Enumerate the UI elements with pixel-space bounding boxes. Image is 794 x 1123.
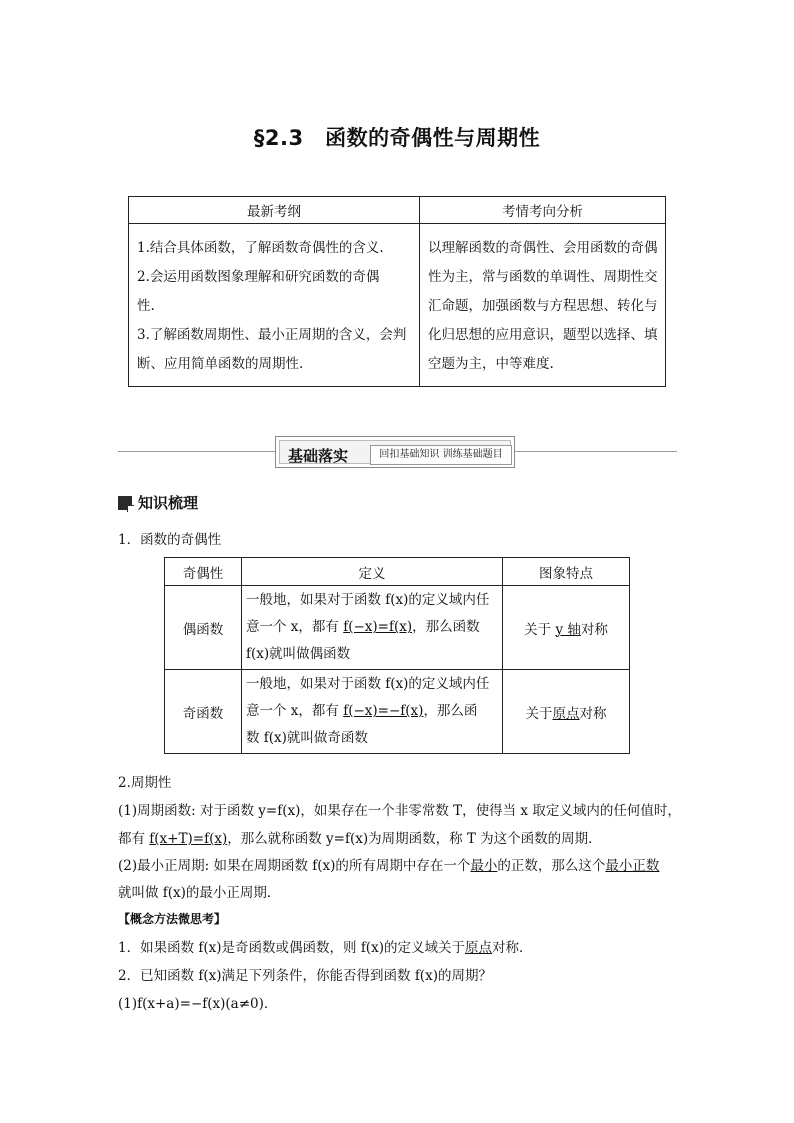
even-function-label: 偶函数 (165, 586, 242, 670)
graph-key-term: 原点 (552, 705, 580, 722)
analysis-line: 化归思想的应用意识，题型以选择、填 (428, 327, 658, 343)
period-definition-line: (1)周期函数: 对于函数 y=f(x)，如果存在一个非零常数 T，使得当 x 取定义域内的任何值时， (118, 803, 681, 819)
parity-heading: 1．函数的奇偶性 (118, 532, 222, 548)
banner-divider-left (118, 451, 275, 452)
analysis-line: 性为主，常与函数的单调性、周期性交 (428, 269, 658, 285)
period-text: ，那么就称函数 y=f(x)为周期函数，称 T 为这个函数的周期． (227, 831, 602, 847)
even-function-definition (242, 586, 503, 670)
odd-function-graph (503, 670, 630, 754)
table-row (165, 586, 630, 670)
period-heading: 2.周期性 (118, 775, 172, 791)
period-text: 都有 (118, 831, 150, 847)
definition-line: 一般地，如果对于函数 f(x)的定义域内任 (246, 592, 490, 608)
syllabus-header-right: 考情考向分析 (420, 197, 666, 224)
definition-key-formula: f(−x)=−f(x) (343, 703, 424, 719)
period-definition-line (118, 829, 602, 849)
question-text: 1．如果函数 f(x)是奇函数或偶函数，则 f(x)的定义域关于 (118, 940, 465, 956)
concept-question (118, 938, 532, 958)
analysis-line: 空题为主，中等难度. (428, 356, 554, 372)
concept-subquestion: (1)f(x+a)=−f(x)(a≠0)． (118, 996, 278, 1012)
period-key-term: 最小 (470, 858, 498, 874)
question-key-term: 原点 (464, 940, 492, 956)
syllabus-table (128, 196, 666, 387)
section-heading (118, 492, 198, 513)
square-bullet-icon (118, 496, 132, 510)
even-function-graph (503, 586, 630, 670)
definition-line: 一般地，如果对于函数 f(x)的定义域内任 (246, 676, 490, 692)
question-text: 对称． (491, 940, 533, 956)
concept-heading: 【概念方法微思考】 (118, 912, 227, 926)
graph-key-term: y 轴 (555, 621, 581, 638)
min-period-line: 就叫做 f(x)的最小正周期． (118, 885, 281, 901)
period-key-term: 最小正数 (605, 858, 660, 874)
page-title: §2.3 函数的奇偶性与周期性 (253, 126, 541, 150)
syllabus-line: 性. (137, 298, 155, 314)
definition-text: 意一个 x，都有 (246, 619, 344, 635)
odd-function-label: 奇函数 (165, 670, 242, 754)
syllabus-line: 2.会运用函数图象理解和研究函数的奇偶 (137, 269, 380, 285)
definition-line (246, 698, 498, 725)
banner-title: 基础落实 (288, 447, 349, 465)
syllabus-line: 1.结合具体函数，了解函数奇偶性的含义. (137, 240, 384, 256)
graph-text: 对称 (579, 705, 607, 722)
definition-line (246, 614, 498, 641)
odd-function-definition (242, 670, 503, 754)
syllabus-line: 3.了解函数周期性、最小正周期的含义，会判 (137, 327, 407, 343)
definition-line: f(x)就叫做偶函数 (246, 646, 351, 662)
section-heading-text: 知识梳理 (138, 494, 199, 512)
banner-divider-right (515, 451, 677, 452)
analysis-line: 以理解函数的奇偶性、会用函数的奇偶 (428, 240, 658, 256)
period-text: 的正数，那么这个 (497, 858, 606, 874)
section-banner (275, 436, 515, 468)
definition-text: ，那么函 (423, 703, 478, 719)
parity-header-graph: 图象特点 (503, 558, 630, 586)
definition-text: 意一个 x，都有 (246, 703, 344, 719)
syllabus-line: 断、应用简单函数的周期性. (137, 356, 304, 372)
parity-table (164, 557, 630, 754)
concept-question: 2．已知函数 f(x)满足下列条件，你能否得到函数 f(x)的周期？ (118, 968, 492, 984)
graph-text: 关于 (525, 705, 553, 722)
period-key-formula: f(x+T)=f(x) (149, 831, 228, 847)
syllabus-analysis (420, 224, 666, 387)
parity-header-definition: 定义 (242, 558, 503, 586)
definition-key-formula: f(−x)=f(x) (343, 619, 413, 635)
definition-text: ，那么函数 (412, 619, 480, 635)
analysis-line: 汇命题，加强函数与方程思想、转化与 (428, 298, 658, 314)
graph-text: 对称 (580, 621, 608, 638)
min-period-line (118, 856, 659, 876)
graph-text: 关于 (524, 621, 556, 638)
parity-header-type: 奇偶性 (165, 558, 242, 586)
table-row (165, 670, 630, 754)
period-text: (2)最小正周期: 如果在周期函数 f(x)的所有周期中存在一个 (118, 858, 471, 874)
definition-line: 数 f(x)就叫做奇函数 (246, 730, 368, 746)
syllabus-requirements (129, 224, 420, 387)
syllabus-header-left: 最新考纲 (129, 197, 420, 224)
banner-subtitle: 回扣基础知识 训练基础题目 (370, 445, 512, 465)
